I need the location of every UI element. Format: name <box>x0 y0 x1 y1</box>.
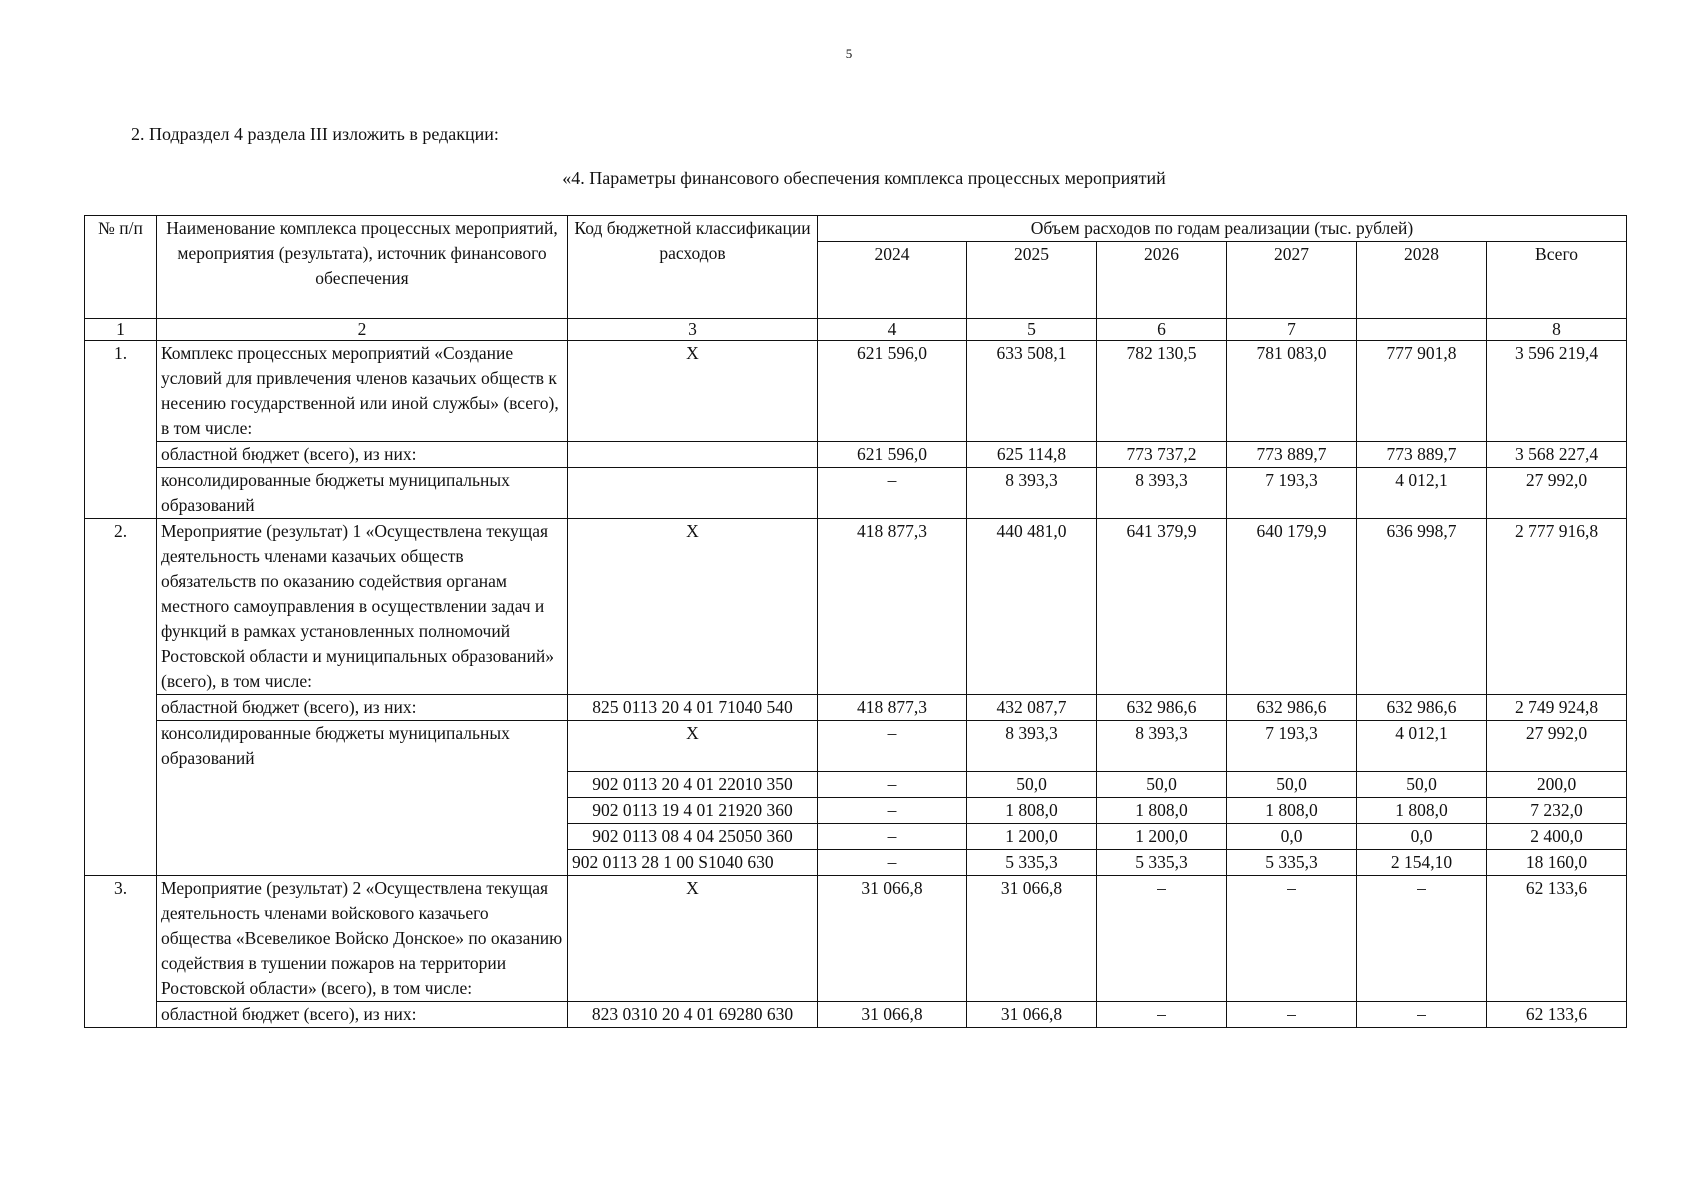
value-2024: 31 066,8 <box>818 1002 967 1028</box>
value-2024: 621 596,0 <box>818 341 967 442</box>
value-2027: 781 083,0 <box>1227 341 1357 442</box>
row-code: 902 0113 28 1 00 S1040 630 <box>568 850 818 876</box>
value-2027: 7 193,3 <box>1227 721 1357 772</box>
table-row <box>85 341 1627 442</box>
value-total: 200,0 <box>1487 772 1627 798</box>
header-code: Код бюджетной классификации расходов <box>568 216 818 319</box>
value-2024: – <box>818 824 967 850</box>
value-total: 62 133,6 <box>1487 1002 1627 1028</box>
value-2026: 50,0 <box>1097 772 1227 798</box>
row-code: 823 0310 20 4 01 69280 630 <box>568 1002 818 1028</box>
value-2024: – <box>818 468 967 519</box>
value-2025: 8 393,3 <box>967 721 1097 772</box>
col-number: 1 <box>85 319 157 341</box>
value-total: 3 568 227,4 <box>1487 442 1627 468</box>
header-volume: Объем расходов по годам реализации (тыс. рублей) <box>818 216 1627 242</box>
value-2024: – <box>818 772 967 798</box>
value-2025: 1 808,0 <box>967 798 1097 824</box>
row-code: 902 0113 19 4 01 21920 360 <box>568 798 818 824</box>
col-number <box>1357 319 1487 341</box>
value-2026: 1 200,0 <box>1097 824 1227 850</box>
col-number: 4 <box>818 319 967 341</box>
value-2028: 636 998,7 <box>1357 519 1487 695</box>
value-2025: 31 066,8 <box>967 876 1097 1002</box>
value-2027: 1 808,0 <box>1227 798 1357 824</box>
value-2026: 1 808,0 <box>1097 798 1227 824</box>
value-2028: – <box>1357 876 1487 1002</box>
financing-table <box>84 215 1627 1028</box>
value-2028: 0,0 <box>1357 824 1487 850</box>
value-2025: 1 200,0 <box>967 824 1097 850</box>
value-2025: 5 335,3 <box>967 850 1097 876</box>
value-2025: 440 481,0 <box>967 519 1097 695</box>
row-code: 902 0113 20 4 01 22010 350 <box>568 772 818 798</box>
header-year-2027: 2027 <box>1227 242 1357 319</box>
value-2027: 5 335,3 <box>1227 850 1357 876</box>
header-year-2024: 2024 <box>818 242 967 319</box>
value-2024: – <box>818 850 967 876</box>
value-2026: 5 335,3 <box>1097 850 1227 876</box>
page-number: 5 <box>845 46 853 61</box>
value-2026: 632 986,6 <box>1097 695 1227 721</box>
table-caption: «4. Параметры финансового обеспечения комплекса процессных мероприятий <box>562 168 1166 188</box>
value-2024: 418 877,3 <box>818 695 967 721</box>
value-2025: 31 066,8 <box>967 1002 1097 1028</box>
value-2024: 418 877,3 <box>818 519 967 695</box>
row-name: Мероприятие (результат) 2 «Осуществлена текущая деятельность членами войскового казачьего общества «Всевеликое Войско Донское» по оказанию содействия в тушении пожаров на территории Ростовской области» (всего), в том числе: <box>157 876 568 1002</box>
value-2024: – <box>818 721 967 772</box>
value-2026: 8 393,3 <box>1097 468 1227 519</box>
row-code <box>568 442 818 468</box>
table-row <box>85 721 1627 772</box>
value-2028: 4 012,1 <box>1357 721 1487 772</box>
value-total: 2 749 924,8 <box>1487 695 1627 721</box>
row-name: Комплекс процессных мероприятий «Создание условий для привлечения членов казачьих обществ к несению государственной или иной службы» (всего), в том числе: <box>157 341 568 442</box>
header-year-2028: 2028 <box>1357 242 1487 319</box>
row-code: X <box>568 721 818 772</box>
value-2026: 773 737,2 <box>1097 442 1227 468</box>
value-2027: 632 986,6 <box>1227 695 1357 721</box>
table-row <box>85 876 1627 1002</box>
value-2027: 773 889,7 <box>1227 442 1357 468</box>
row-code <box>568 468 818 519</box>
row-number: 2. <box>85 519 157 876</box>
table-row <box>85 519 1627 695</box>
value-total: 62 133,6 <box>1487 876 1627 1002</box>
value-total: 27 992,0 <box>1487 721 1627 772</box>
table-row <box>85 468 1627 519</box>
value-2026: 782 130,5 <box>1097 341 1227 442</box>
row-code: X <box>568 341 818 442</box>
value-2024: 31 066,8 <box>818 876 967 1002</box>
header-year-2026: 2026 <box>1097 242 1227 319</box>
value-2028: – <box>1357 1002 1487 1028</box>
row-code: 825 0113 20 4 01 71040 540 <box>568 695 818 721</box>
row-number: 3. <box>85 876 157 1028</box>
col-number: 3 <box>568 319 818 341</box>
row-number: 1. <box>85 341 157 519</box>
value-2025: 633 508,1 <box>967 341 1097 442</box>
row-name: консолидированные бюджеты муниципальных образований <box>157 468 568 519</box>
value-2024: 621 596,0 <box>818 442 967 468</box>
col-number: 5 <box>967 319 1097 341</box>
table-row <box>85 695 1627 721</box>
value-2027: – <box>1227 1002 1357 1028</box>
col-number: 7 <box>1227 319 1357 341</box>
value-2028: 4 012,1 <box>1357 468 1487 519</box>
value-total: 18 160,0 <box>1487 850 1627 876</box>
value-total: 3 596 219,4 <box>1487 341 1627 442</box>
header-year-2025: 2025 <box>967 242 1097 319</box>
row-name: областной бюджет (всего), из них: <box>157 1002 568 1028</box>
value-total: 2 777 916,8 <box>1487 519 1627 695</box>
value-2024: – <box>818 798 967 824</box>
header-num: № п/п <box>85 216 157 319</box>
value-2025: 8 393,3 <box>967 468 1097 519</box>
value-2027: 50,0 <box>1227 772 1357 798</box>
value-2027: 0,0 <box>1227 824 1357 850</box>
value-2026: – <box>1097 876 1227 1002</box>
column-number-row <box>85 319 1627 341</box>
header-name: Наименование комплекса процессных мероприятий, мероприятия (результата), источник финансового обеспечения <box>157 216 568 319</box>
header-total: Всего <box>1487 242 1627 319</box>
header-row <box>85 216 1627 242</box>
row-code: 902 0113 08 4 04 25050 360 <box>568 824 818 850</box>
row-name: областной бюджет (всего), из них: <box>157 442 568 468</box>
value-2026: 641 379,9 <box>1097 519 1227 695</box>
value-2028: 50,0 <box>1357 772 1487 798</box>
col-number: 8 <box>1487 319 1627 341</box>
value-2028: 773 889,7 <box>1357 442 1487 468</box>
col-number: 2 <box>157 319 568 341</box>
value-2026: 8 393,3 <box>1097 721 1227 772</box>
value-total: 2 400,0 <box>1487 824 1627 850</box>
value-2028: 1 808,0 <box>1357 798 1487 824</box>
value-2027: 7 193,3 <box>1227 468 1357 519</box>
row-name: консолидированные бюджеты муниципальных образований <box>157 721 568 876</box>
table-row <box>85 1002 1627 1028</box>
value-2025: 50,0 <box>967 772 1097 798</box>
row-code: X <box>568 519 818 695</box>
value-2028: 2 154,10 <box>1357 850 1487 876</box>
value-total: 7 232,0 <box>1487 798 1627 824</box>
value-2025: 625 114,8 <box>967 442 1097 468</box>
value-2028: 777 901,8 <box>1357 341 1487 442</box>
value-2026: – <box>1097 1002 1227 1028</box>
table-row <box>85 442 1627 468</box>
row-name: Мероприятие (результат) 1 «Осуществлена текущая деятельность членами казачьих обществ обязательств по оказанию содействия органам местного самоуправления в осуществлении задач и функций в рамках установленных полномочий Ростовской области и муниципальных образований» (всего), в том числе: <box>157 519 568 695</box>
value-2027: 640 179,9 <box>1227 519 1357 695</box>
value-total: 27 992,0 <box>1487 468 1627 519</box>
row-code: X <box>568 876 818 1002</box>
col-number: 6 <box>1097 319 1227 341</box>
value-2028: 632 986,6 <box>1357 695 1487 721</box>
value-2025: 432 087,7 <box>967 695 1097 721</box>
value-2027: – <box>1227 876 1357 1002</box>
row-name: областной бюджет (всего), из них: <box>157 695 568 721</box>
intro-text: 2. Подраздел 4 раздела III изложить в редакции: <box>131 124 499 144</box>
